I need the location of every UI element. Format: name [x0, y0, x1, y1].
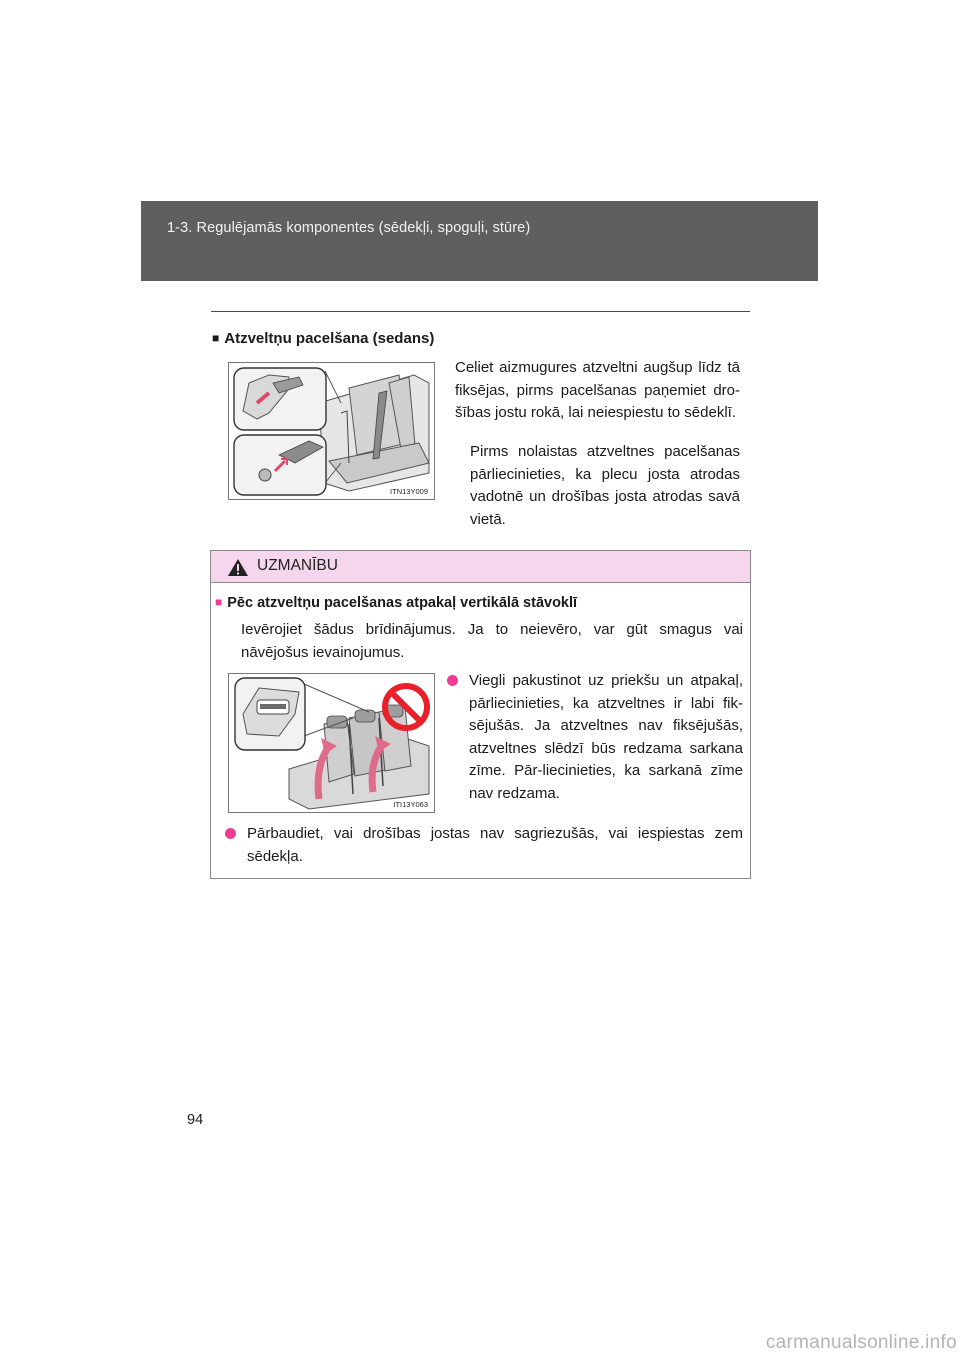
figure-code: ITI13Y063: [393, 800, 428, 809]
caution-title: [215, 595, 577, 611]
caution-text: Ievērojiet šādus brīdinājumus. Ja to neievēro, var gūt smagus vai nāvējošus ievainojumus.: [241, 621, 743, 661]
instruction-paragraph: Celiet aizmugures atzveltni augšup līdz tā fiksējas, pirms pacelšanas paņemiet dro-šības jostu rokā, lai neiespiestu to sēdeklī.: [455, 359, 740, 422]
breadcrumb: 1-3. Regulējamās komponentes (sēdekļi, spoguļi, stūre): [167, 220, 531, 236]
seat-lock-check-illustration: [228, 673, 435, 813]
page-number: 94: [187, 1112, 204, 1128]
bullet-text: Viegli pakustinot uz priekšu un atpakaļ, pārliecinieties, ka atzveltnes ir labi fik-sējušās. Ja atzveltnes nav fiksējušās, atzveltnes slēdzī būs redzama sarkana zīme. Pār-liecinieties, ka sarkanā zīme nav redzama.: [469, 672, 743, 802]
caution-marker: ■: [215, 595, 223, 609]
header-band: [141, 201, 818, 281]
bullet-dot-icon: [447, 675, 458, 686]
section-marker: ■: [212, 331, 220, 345]
caution-label: UZMANĪBU: [257, 557, 338, 574]
warning-triangle-icon: [227, 558, 249, 577]
section-title: [212, 330, 434, 347]
section-title-text: Atzveltņu pacelšana (sedans): [224, 330, 435, 347]
bullet-dot-icon: [225, 828, 236, 839]
caution-title-text: Pēc atzveltņu pacelšanas atpakaļ vertikālā stāvoklī: [227, 595, 578, 611]
watermark: carmanualsonline.info: [765, 1332, 957, 1353]
figure-code: ITN13Y009: [390, 487, 428, 496]
note-paragraph: Pirms nolaistas atzveltnes pacelšanas pārliecinieties, ka plecu josta atrodas vadotnē un drošības josta atrodas savā vietā.: [470, 443, 740, 528]
seatback-illustration-drawing: [229, 363, 434, 499]
caution-header: [211, 551, 750, 583]
seatback-raise-illustration: [228, 362, 435, 500]
section-divider: [211, 311, 750, 312]
bullet-text: Pārbaudiet, vai drošības jostas nav sagriezušās, vai iespiestas zem sēdekļa.: [247, 825, 743, 865]
seat-lock-illustration-drawing: [229, 674, 434, 812]
